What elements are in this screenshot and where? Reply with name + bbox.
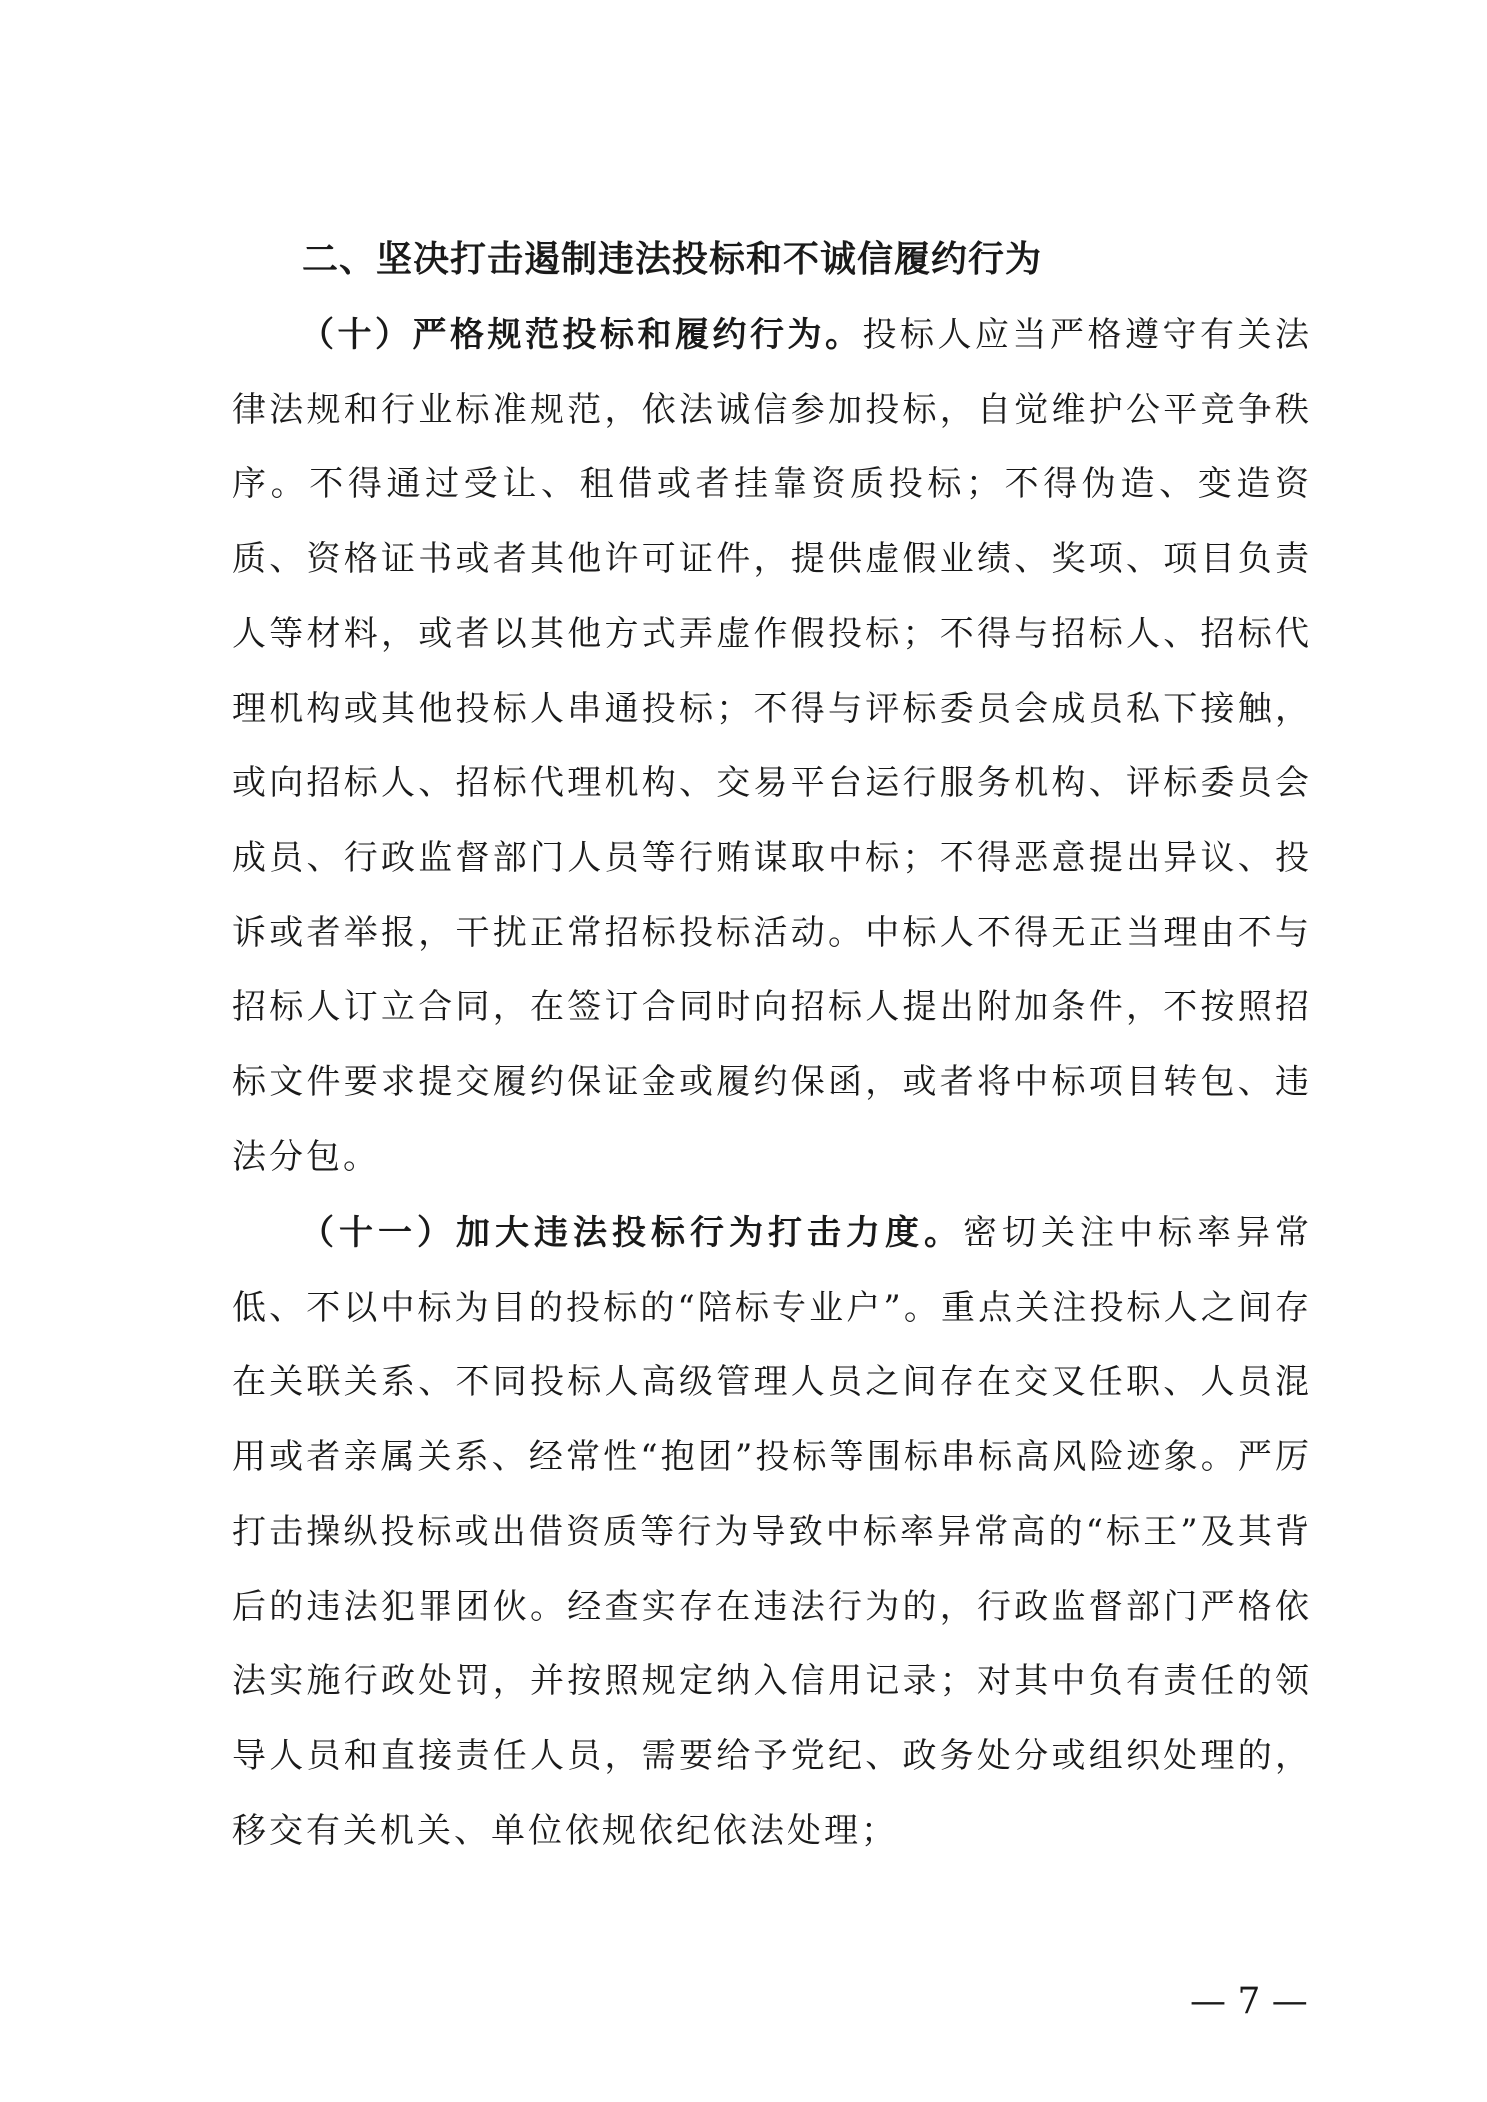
paragraph-ten (232, 298, 1312, 1194)
paragraph-ten-body: 投标人应当严格遵守有关法律法规和行业标准规范，依法诚信参加投标，自觉维护公平竞争秩序。不得通过受让、租借或者挂靠资质投标；不得伪造、变造资质、资格证书或者其他许可证件，提供虚假业绩、奖项、项目负责人等材料，或者以其他方式弄虚作假投标；不得与招标人、招标代理机构或其他投标人串通投标；不得与评标委员会成员私下接触，或向招标人、招标代理机构、交易平台运行服务机构、评标委员会成员、行政监督部门人员等行贿谋取中标；不得恶意提出异议、投诉或者举报，干扰正常招标投标活动。中标人不得无正当理由不与招标人订立合同，在签订合同时向招标人提出附加条件，不按照招标文件要求提交履约保证金或履约保函，或者将中标项目转包、违法分包。 (232, 315, 1312, 1177)
paragraph-eleven (232, 1196, 1312, 1868)
paragraph-eleven-lead: （十一）加大违法投标行为打击力度。 (300, 1213, 963, 1253)
paragraph-eleven-body: 密切关注中标率异常低、不以中标为目的投标的“陪标专业户”。重点关注投标人之间存在关联关系、不同投标人高级管理人员之间存在交叉任职、人员混用或者亲属关系、经常性“抱团”投标等围标串标高风险迹象。严厉打击操纵投标或出借资质等行为导致中标率异常高的“标王”及其背后的违法犯罪团伙。经查实存在违法行为的，行政监督部门严格依法实施行政处罚，并按照规定纳入信用记录；对其中负有责任的领导人员和直接责任人员，需要给予党纪、政务处分或组织处理的，移交有关机关、单位依规依纪依法处理； (232, 1213, 1312, 1851)
paragraph-ten-lead: （十）严格规范投标和履约行为。 (300, 315, 863, 355)
page-number: — 7 — (1190, 1981, 1308, 2022)
section-heading: 二、坚决打击遏制违法投标和不诚信履约行为 (302, 239, 1043, 280)
